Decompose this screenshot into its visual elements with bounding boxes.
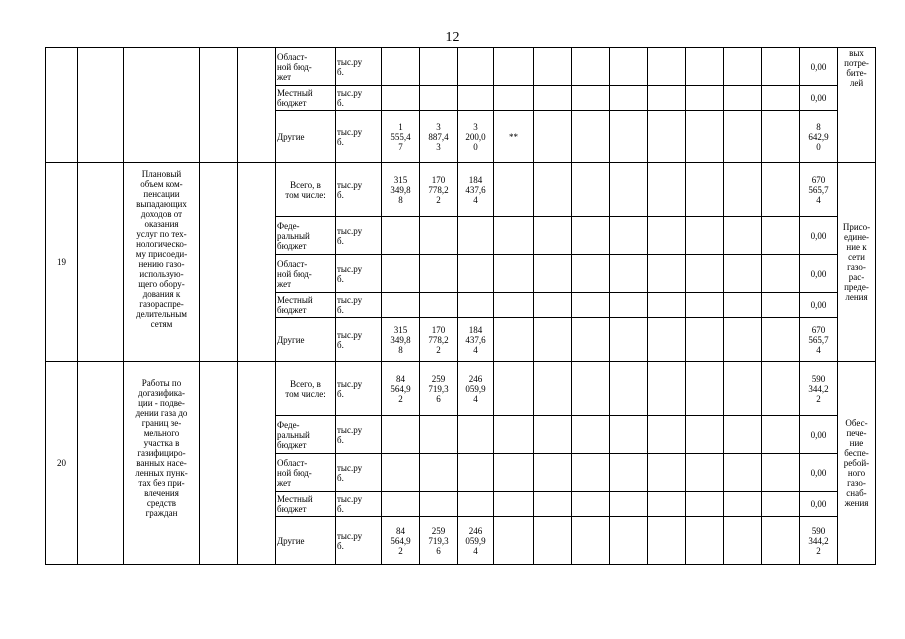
value-cell xyxy=(420,86,458,111)
empty-cell xyxy=(238,362,276,565)
measure-name-cell xyxy=(124,48,200,163)
mark-cell xyxy=(494,454,534,492)
value-cell: 259 719,3 6 xyxy=(420,517,458,565)
funding-source: Област- ной бюд- жет xyxy=(276,454,336,492)
total-cell: 0,00 xyxy=(800,454,838,492)
value-cell xyxy=(420,492,458,517)
row-number-cell xyxy=(46,48,78,163)
mark-cell xyxy=(494,163,534,217)
value-cell xyxy=(420,255,458,293)
total-cell: 0,00 xyxy=(800,416,838,454)
funding-source: Всего, в том числе: xyxy=(276,163,336,217)
table-row xyxy=(46,48,876,86)
unit-cell: тыс.ру б. xyxy=(336,517,382,565)
unit-cell: тыс.ру б. xyxy=(336,318,382,362)
funding-source: Област- ной бюд- жет xyxy=(276,48,336,86)
value-cell: 1 555,4 7 xyxy=(382,111,420,163)
value-cell: 170 778,2 2 xyxy=(420,163,458,217)
value-cell xyxy=(420,416,458,454)
total-cell: 0,00 xyxy=(800,86,838,111)
table-body xyxy=(46,48,876,565)
value-cell xyxy=(420,48,458,86)
value-cell xyxy=(458,217,494,255)
mark-cell xyxy=(494,517,534,565)
empty-cell xyxy=(78,48,124,163)
mark-cell xyxy=(494,293,534,318)
funding-source: Местный бюджет xyxy=(276,492,336,517)
value-cell xyxy=(458,416,494,454)
total-cell: 590 344,2 2 xyxy=(800,362,838,416)
value-cell: 170 778,2 2 xyxy=(420,318,458,362)
unit-cell: тыс.ру б. xyxy=(336,48,382,86)
value-cell xyxy=(458,293,494,318)
value-cell: 3 887,4 3 xyxy=(420,111,458,163)
measure-name-cell: Плановый объем ком- пенсации выпадающих доходов от оказания услуг по тех- нологическо- му присоеди- нению газо- использую- щего обору- дования к газораспре- делительным сетям xyxy=(124,163,200,362)
unit-cell: тыс.ру б. xyxy=(336,111,382,163)
mark-cell xyxy=(494,48,534,86)
value-cell xyxy=(382,255,420,293)
table-row xyxy=(46,362,876,416)
value-cell: 246 059,9 4 xyxy=(458,517,494,565)
total-cell: 0,00 xyxy=(800,255,838,293)
unit-cell: тыс.ру б. xyxy=(336,255,382,293)
result-cell: вых потре- бите- лей xyxy=(838,48,876,163)
value-cell xyxy=(382,217,420,255)
value-cell xyxy=(458,255,494,293)
row-number-cell: 19 xyxy=(46,163,78,362)
row-number-cell: 20 xyxy=(46,362,78,565)
value-cell: 315 349,8 8 xyxy=(382,163,420,217)
funding-source: Област- ной бюд- жет xyxy=(276,255,336,293)
funding-source: Местный бюджет xyxy=(276,86,336,111)
page-number: 12 xyxy=(445,30,460,45)
value-cell xyxy=(458,48,494,86)
unit-cell: тыс.ру б. xyxy=(336,217,382,255)
funding-source: Местный бюджет xyxy=(276,293,336,318)
funding-source: Феде- ральный бюджет xyxy=(276,416,336,454)
unit-cell: тыс.ру б. xyxy=(336,492,382,517)
total-cell: 0,00 xyxy=(800,293,838,318)
unit-cell: тыс.ру б. xyxy=(336,454,382,492)
mark-cell xyxy=(494,318,534,362)
funding-source: Другие xyxy=(276,111,336,163)
total-cell: 670 565,7 4 xyxy=(800,318,838,362)
table-row xyxy=(46,163,876,217)
unit-cell: тыс.ру б. xyxy=(336,362,382,416)
value-cell xyxy=(420,217,458,255)
value-cell: 259 719,3 6 xyxy=(420,362,458,416)
result-cell: Обес- пече- ние беспе- ребой- ного газо- снаб- жения xyxy=(838,362,876,565)
value-cell xyxy=(382,86,420,111)
value-cell: 84 564,9 2 xyxy=(382,517,420,565)
funding-source: Другие xyxy=(276,517,336,565)
unit-cell: тыс.ру б. xyxy=(336,293,382,318)
measure-name-cell: Работы по догазифика- ции - подве- дении газа до границ зе- мельного участка в газифициро- ванных насе- ленных пунк- тах без при- влечения средств граждан xyxy=(124,362,200,565)
result-cell: Присо- едине- ние к сети газо- рас- преде- ления xyxy=(838,163,876,362)
value-cell xyxy=(382,293,420,318)
value-cell: 184 437,6 4 xyxy=(458,318,494,362)
unit-cell: тыс.ру б. xyxy=(336,163,382,217)
empty-cell xyxy=(238,48,276,163)
value-cell xyxy=(382,454,420,492)
total-cell: 590 344,2 2 xyxy=(800,517,838,565)
empty-cell xyxy=(238,163,276,362)
mark-cell xyxy=(494,416,534,454)
value-cell: 315 349,8 8 xyxy=(382,318,420,362)
value-cell xyxy=(382,48,420,86)
value-cell xyxy=(382,416,420,454)
mark-cell: ** xyxy=(494,111,534,163)
empty-cell xyxy=(78,362,124,565)
value-cell xyxy=(420,293,458,318)
mark-cell xyxy=(494,255,534,293)
value-cell: 84 564,9 2 xyxy=(382,362,420,416)
unit-cell: тыс.ру б. xyxy=(336,416,382,454)
value-cell: 184 437,6 4 xyxy=(458,163,494,217)
mark-cell xyxy=(494,362,534,416)
value-cell xyxy=(420,454,458,492)
total-cell: 0,00 xyxy=(800,48,838,86)
empty-cell xyxy=(78,163,124,362)
mark-cell xyxy=(494,492,534,517)
total-cell: 670 565,7 4 xyxy=(800,163,838,217)
total-cell: 0,00 xyxy=(800,217,838,255)
value-cell xyxy=(458,454,494,492)
mark-cell xyxy=(494,217,534,255)
total-cell: 8 642,9 0 xyxy=(800,111,838,163)
value-cell xyxy=(458,492,494,517)
funding-source: Феде- ральный бюджет xyxy=(276,217,336,255)
empty-cell xyxy=(200,48,238,163)
value-cell: 246 059,9 4 xyxy=(458,362,494,416)
unit-cell: тыс.ру б. xyxy=(336,86,382,111)
funding-source: Всего, в том числе: xyxy=(276,362,336,416)
total-cell: 0,00 xyxy=(800,492,838,517)
program-table xyxy=(45,47,876,565)
value-cell xyxy=(382,492,420,517)
value-cell: 3 200,0 0 xyxy=(458,111,494,163)
mark-cell xyxy=(494,86,534,111)
empty-cell xyxy=(200,163,238,362)
value-cell xyxy=(458,86,494,111)
empty-cell xyxy=(200,362,238,565)
funding-source: Другие xyxy=(276,318,336,362)
